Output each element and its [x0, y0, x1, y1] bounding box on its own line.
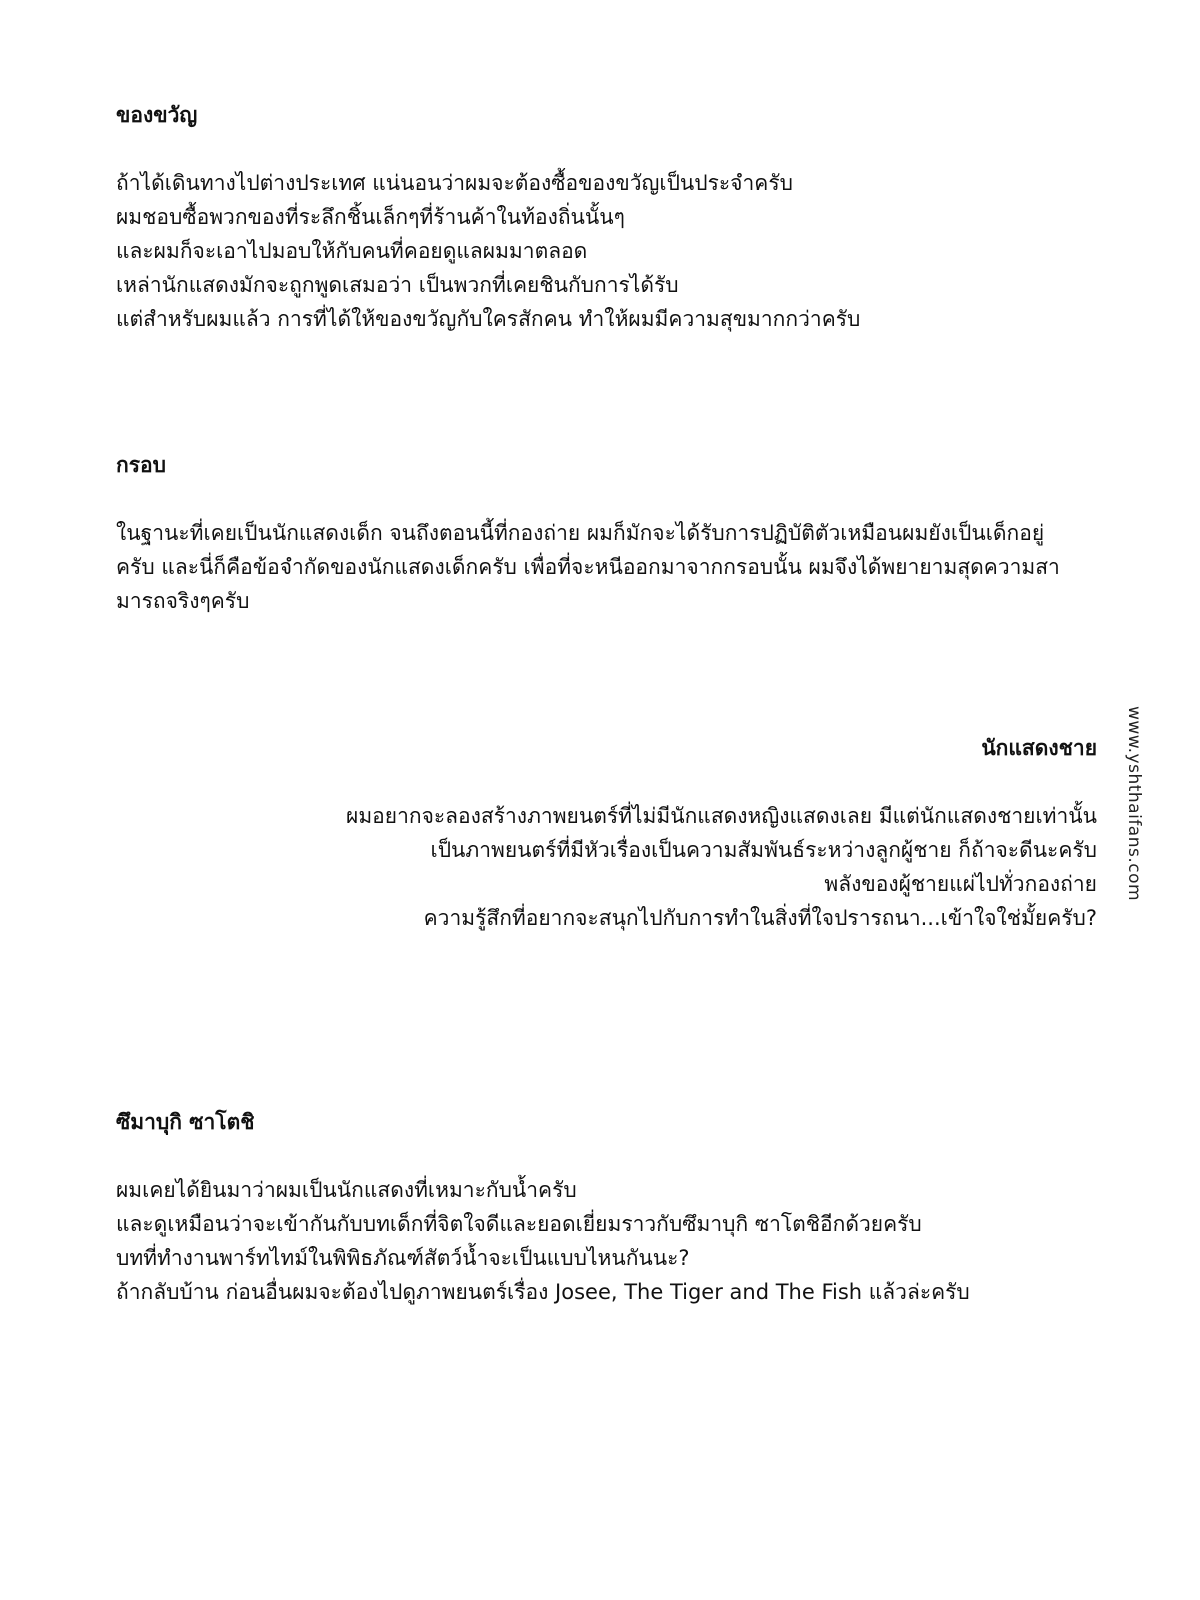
- section-frame: [116, 450, 1076, 618]
- text-paragraph: ในฐานะที่เคยเป็นนักแสดงเด็ก จนถึงตอนนี้ที่กองถ่าย ผมก็มักจะได้รับการปฏิบัติตัวเหมือนผมยังเป็นเด็กอยู่ครับ และนี่ก็คือข้อจำกัดของนักแสดงเด็กครับ เพื่อที่จะหนีออกมาจากกรอบนั้น ผมจึงได้พยายามสุดความสามารถจริงๆครับ: [116, 521, 1060, 613]
- section-heading-gift: ของขวัญ: [116, 103, 198, 127]
- section-actor: [237, 733, 1097, 935]
- text-line: ถ้าได้เดินทางไปต่างประเทศ แน่นอนว่าผมจะต้องซื้อของขวัญเป็นประจำครับ: [116, 171, 793, 195]
- text-line: และผมก็จะเอาไปมอบให้กับคนที่คอยดูแลผมมาตลอด: [116, 239, 588, 263]
- text-line: เป็นภาพยนตร์ที่มีหัวเรื่องเป็นความสัมพันธ์ระหว่างลูกผู้ชาย ก็ถ้าจะดีนะครับ: [430, 838, 1097, 862]
- text-line: เหล่านักแสดงมักจะถูกพูดเสมอว่า เป็นพวกที่เคยชินกับการได้รับ: [116, 273, 679, 297]
- section-body-shima: [116, 1173, 1076, 1309]
- text-line: บทที่ทำงานพาร์ทไทม์ในพิพิธภัณฑ์สัตว์น้ำจะเป็นแบบไหนกันนะ?: [116, 1246, 690, 1270]
- text-line: ถ้ากลับบ้าน ก่อนอื่นผมจะต้องไปดูภาพยนตร์เรื่อง Josee, The Tiger and The Fish แล้วล่ะครับ: [116, 1280, 970, 1304]
- section-shima: [116, 1107, 1076, 1309]
- section-body-frame: [116, 516, 1076, 618]
- section-body-actor: [237, 799, 1097, 935]
- section-gift: [116, 100, 1076, 336]
- text-line: ความรู้สึกที่อยากจะสนุกไปกับการทำในสิ่งที่ใจปรารถนา...เข้าใจใช่มั้ยครับ?: [423, 906, 1097, 930]
- text-line: ผมอยากจะลองสร้างภาพยนตร์ที่ไม่มีนักแสดงหญิงแสดงเลย มีแต่นักแสดงชายเท่านั้น: [346, 804, 1097, 828]
- section-heading-actor: นักแสดงชาย: [981, 736, 1097, 760]
- section-heading-shima: ซึมาบุกิ ซาโตชิ: [116, 1110, 255, 1134]
- text-line: ผมเคยได้ยินมาว่าผมเป็นนักแสดงที่เหมาะกับน้ำครับ: [116, 1178, 577, 1202]
- text-line: และดูเหมือนว่าจะเข้ากันกับบทเด็กที่จิตใจดีและยอดเยี่ยมราวกับซึมาบุกิ ซาโตชิอีกด้วยครับ: [116, 1212, 922, 1236]
- section-body-gift: [116, 166, 1076, 336]
- section-heading-frame: กรอบ: [116, 453, 166, 477]
- website-watermark: www.yshthaifans.com: [1124, 706, 1144, 902]
- text-line: พลังของผู้ชายแผ่ไปทั่วกองถ่าย: [824, 872, 1097, 896]
- text-line: แต่สำหรับผมแล้ว การที่ได้ให้ของขวัญกับใครสักคน ทำให้ผมมีความสุขมากกว่าครับ: [116, 307, 861, 331]
- text-line: ผมชอบซื้อพวกของที่ระลึกชิ้นเล็กๆที่ร้านค้าในท้องถิ่นนั้นๆ: [116, 205, 625, 229]
